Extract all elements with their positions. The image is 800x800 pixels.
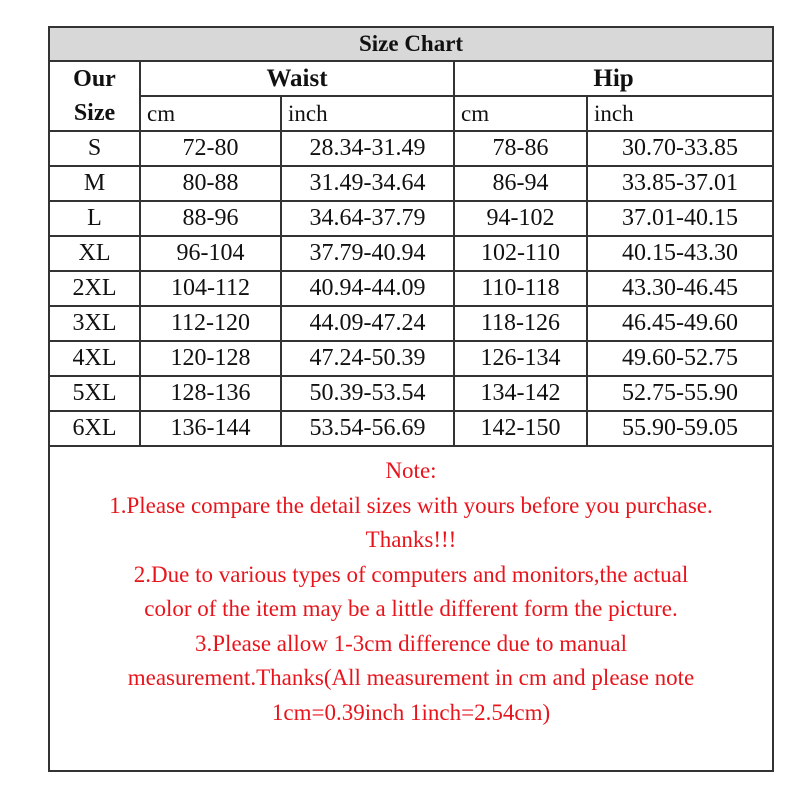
hip-cm-cell: 118-126 <box>454 306 587 341</box>
waist-inch-cell: 28.34-31.49 <box>281 131 454 166</box>
table-row <box>50 411 772 446</box>
size-cell: L <box>50 201 140 236</box>
waist-inch-cell: 50.39-53.54 <box>281 376 454 411</box>
size-chart-title: Size Chart <box>50 28 772 61</box>
size-chart-table <box>50 28 772 447</box>
our-size-header <box>50 61 140 131</box>
table-row <box>50 236 772 271</box>
size-label: Size <box>73 100 116 126</box>
size-cell: 5XL <box>50 376 140 411</box>
size-cell: S <box>50 131 140 166</box>
hip-cm-cell: 134-142 <box>454 376 587 411</box>
size-cell: M <box>50 166 140 201</box>
hip-cm-cell: 142-150 <box>454 411 587 446</box>
hip-cm-cell: 86-94 <box>454 166 587 201</box>
hip-cm-header: cm <box>454 96 587 131</box>
hip-cm-cell: 110-118 <box>454 271 587 306</box>
table-row <box>50 166 772 201</box>
waist-cm-cell: 136-144 <box>140 411 281 446</box>
note-line: 1cm=0.39inch 1inch=2.54cm) <box>271 699 551 725</box>
our-label: Our <box>73 66 116 92</box>
size-cell: XL <box>50 236 140 271</box>
size-cell: 6XL <box>50 411 140 446</box>
waist-cm-header: cm <box>140 96 281 131</box>
waist-cm-cell: 96-104 <box>140 236 281 271</box>
note-line: Thanks!!! <box>365 527 457 552</box>
size-chart-frame <box>48 26 774 772</box>
note-line: color of the item may be a little different form the picture. <box>144 596 678 621</box>
waist-cm-cell: 112-120 <box>140 306 281 341</box>
waist-cm-cell: 72-80 <box>140 131 281 166</box>
hip-inch-cell: 49.60-52.75 <box>587 341 772 376</box>
hip-cm-cell: 78-86 <box>454 131 587 166</box>
hip-cm-cell: 126-134 <box>454 341 587 376</box>
size-cell: 4XL <box>50 341 140 376</box>
waist-inch-cell: 34.64-37.79 <box>281 201 454 236</box>
hip-cm-cell: 94-102 <box>454 201 587 236</box>
notes-section <box>50 454 772 730</box>
waist-cm-cell: 104-112 <box>140 271 281 306</box>
hip-inch-cell: 37.01-40.15 <box>587 201 772 236</box>
waist-cm-cell: 80-88 <box>140 166 281 201</box>
table-row <box>50 131 772 166</box>
hip-inch-cell: 40.15-43.30 <box>587 236 772 271</box>
hip-cm-cell: 102-110 <box>454 236 587 271</box>
hip-header: Hip <box>454 61 772 96</box>
waist-inch-cell: 53.54-56.69 <box>281 411 454 446</box>
hip-inch-header: inch <box>587 96 772 131</box>
note-line: 3.Please allow 1-3cm difference due to manual <box>195 630 627 656</box>
waist-inch-cell: 40.94-44.09 <box>281 271 454 306</box>
table-row <box>50 306 772 341</box>
waist-inch-cell: 47.24-50.39 <box>281 341 454 376</box>
hip-inch-cell: 33.85-37.01 <box>587 166 772 201</box>
note-line: measurement.Thanks(All measurement in cm and please note <box>127 665 695 690</box>
hip-inch-cell: 46.45-49.60 <box>587 306 772 341</box>
note-line: 1.Please compare the detail sizes with yours before you purchase. <box>109 492 713 518</box>
waist-cm-cell: 120-128 <box>140 341 281 376</box>
table-row <box>50 376 772 411</box>
waist-header: Waist <box>140 61 454 96</box>
hip-inch-cell: 52.75-55.90 <box>587 376 772 411</box>
waist-inch-cell: 31.49-34.64 <box>281 166 454 201</box>
table-row <box>50 201 772 236</box>
table-row <box>50 271 772 306</box>
size-cell: 2XL <box>50 271 140 306</box>
size-cell: 3XL <box>50 306 140 341</box>
note-heading: Note: <box>385 458 437 483</box>
waist-inch-header: inch <box>281 96 454 131</box>
waist-inch-cell: 44.09-47.24 <box>281 306 454 341</box>
hip-inch-cell: 30.70-33.85 <box>587 131 772 166</box>
waist-inch-cell: 37.79-40.94 <box>281 236 454 271</box>
hip-inch-cell: 43.30-46.45 <box>587 271 772 306</box>
hip-inch-cell: 55.90-59.05 <box>587 411 772 446</box>
waist-cm-cell: 128-136 <box>140 376 281 411</box>
waist-cm-cell: 88-96 <box>140 201 281 236</box>
note-line: 2.Due to various types of computers and monitors,the actual <box>133 561 689 587</box>
table-row <box>50 341 772 376</box>
